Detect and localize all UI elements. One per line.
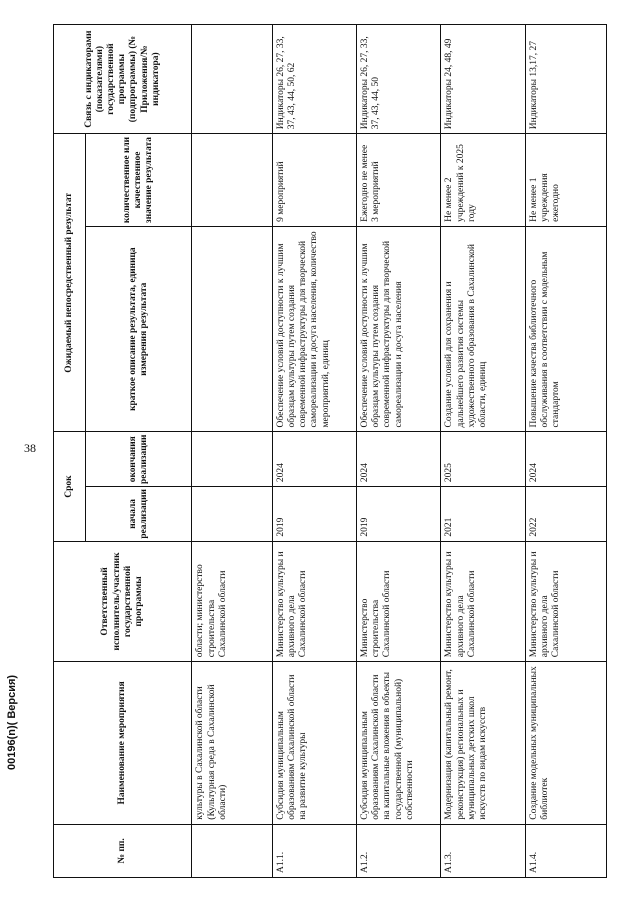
header-term: Срок [54, 432, 86, 541]
header-name: Наименование мероприятия [54, 662, 192, 824]
cell-link: Индикаторы 26, 27, 33, 37, 43, 44, 50, 62 [272, 25, 356, 134]
cell-desc: Обеспечение условий доступности к лучшим образцам культуры путем создания современной инфраструктуры для творческой самореализации и досуга населения [357, 226, 441, 432]
cell-num: А1.3. [441, 824, 525, 877]
table-row [272, 25, 356, 878]
cell-end: 2024 [357, 432, 441, 487]
cell-responsible: Министерство культуры и архивного дела Сахалинской области [441, 541, 525, 662]
cell-name: Субсидия муниципальным образованиям Сахалинской области на развитие культуры [272, 662, 356, 824]
header-row-1 [54, 25, 86, 878]
cell-link: Индикаторы 26, 27, 33, 37, 43, 44, 50 [357, 25, 441, 134]
cell-responsible: Министерство культуры и архивного дела Сахалинской области [272, 541, 356, 662]
cell-qty [192, 134, 272, 227]
header-term-end: окончания реализации [86, 432, 192, 487]
cell-name: Модернизация (капитальный ремонт, реконструкция) региональных и муниципальных детских школ искусств по видам искусств [441, 662, 525, 824]
cell-num: А1.2. [357, 824, 441, 877]
cell-qty: Ежегодно не менее 3 мероприятий [357, 134, 441, 227]
cell-link: Индикаторы 24, 48, 49 [441, 25, 525, 134]
table-row [357, 25, 441, 878]
header-term-start: начала реализации [86, 487, 192, 542]
page-number: 38 [24, 441, 36, 455]
cell-name: Создание модельных муниципальных библиотек [525, 662, 606, 824]
cell-responsible: Министерство культуры и архивного дела Сахалинской области [525, 541, 606, 662]
cell-end: 2024 [272, 432, 356, 487]
cell-start: 2019 [357, 487, 441, 542]
cell-end: 2024 [525, 432, 606, 487]
cell-num [192, 824, 272, 877]
header-expected-qty: количественное или качественное значение результата [86, 134, 192, 227]
document-id: 00196(n)( Версия) [6, 674, 18, 770]
cell-desc [192, 226, 272, 432]
cell-num: А1.4. [525, 824, 606, 877]
table-row [192, 25, 272, 878]
header-expected-desc: краткое описание результата, единица измерения результата [86, 226, 192, 432]
header-num: № пп. [54, 824, 192, 877]
cell-start: 2021 [441, 487, 525, 542]
cell-qty: Не менее 1 учреждения ежегодно [525, 134, 606, 227]
cell-end: 2025 [441, 432, 525, 487]
table-row [441, 25, 525, 878]
cell-start: 2022 [525, 487, 606, 542]
cell-num: А1.1. [272, 824, 356, 877]
header-link: Связь с индикаторами (показателями) государственной программы (подпрограммы) (№ Приложения/№ индикатора) [54, 25, 192, 134]
cell-link: Индикаторы 13,17, 27 [525, 25, 606, 134]
cell-name: культуры в Сахалинской области (Культурная среда в Сахалинской области) [192, 662, 272, 824]
cell-start: 2019 [272, 487, 356, 542]
cell-responsible: Министерство строительства Сахалинской области [357, 541, 441, 662]
header-expected: Ожидаемый непосредственный результат [54, 134, 86, 432]
cell-qty: 9 мероприятий [272, 134, 356, 227]
cell-name: Субсидия муниципальным образованиям Сахалинской области на капитальные вложения в объекты государственной (муниципальной) собственности [357, 662, 441, 824]
cell-desc: Обеспечение условий доступности к лучшим образцам культуры путем создания современной инфраструктуры для творческой самореализации и досуга населения, количество мероприятий, единиц [272, 226, 356, 432]
header-responsible: Ответственный исполнитель/участник государственной программы [54, 541, 192, 662]
cell-start [192, 487, 272, 542]
cell-link [192, 25, 272, 134]
cell-desc: Повышение качества библиотечного обслуживания в соответствии с модельным стандартом [525, 226, 606, 432]
cell-end [192, 432, 272, 487]
cell-qty: Не менее 2 учреждений к 2025 году [441, 134, 525, 227]
cell-desc: Создание условий для сохранения и дальнейшего развития системы художественного образования в Сахалинской области, единиц [441, 226, 525, 432]
rotated-table-container [53, 24, 607, 878]
program-activities-table [53, 24, 607, 878]
table-row [525, 25, 606, 878]
cell-responsible: области; министерство строительства Сахалинской области [192, 541, 272, 662]
